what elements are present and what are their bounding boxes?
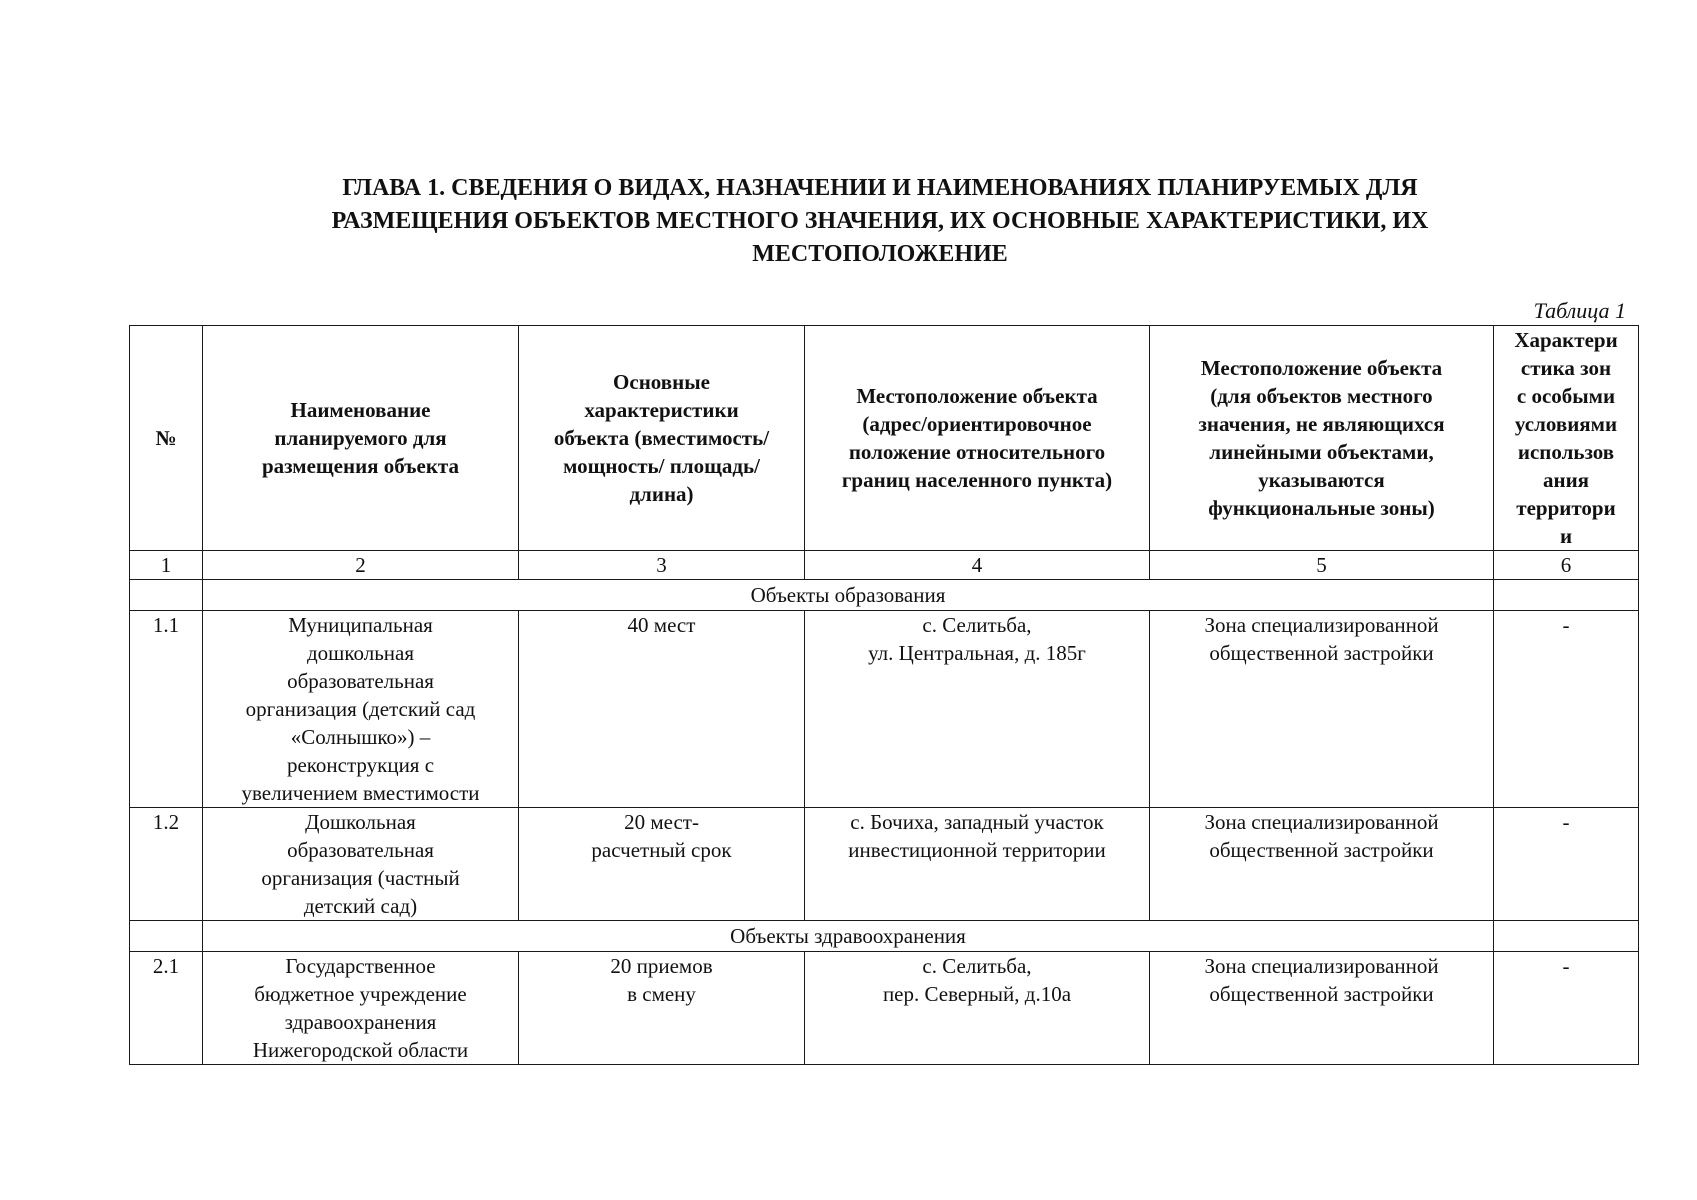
header-characteristics-line: объекта (вместимость/ [553,426,770,450]
object-zone-line: общественной застройки [1209,838,1434,862]
object-capacity-line: 20 приемов [610,954,713,978]
object-name-line: образовательная [287,838,434,862]
object-location [805,952,1150,1065]
header-characteristics-line: мощность/ площадь/ [563,454,760,478]
object-capacity [519,952,805,1065]
column-number-row [130,551,1639,580]
header-zone-line: указываются [1258,468,1385,492]
object-name-line: организация (частный [261,866,460,890]
object-name-line: «Солнышко») – [290,725,431,749]
chapter-title [140,172,1620,271]
header-zone [1150,326,1494,551]
section-empty-cell [1494,921,1639,952]
header-zone-line: Местоположение объекта [1200,356,1443,380]
object-name-line: бюджетное учреждение [254,982,467,1006]
object-capacity-line: в смену [627,982,696,1006]
header-special-line: и [1559,524,1573,548]
object-zone [1150,808,1494,921]
row-number: 2.1 [130,952,203,1065]
table-row [130,952,1639,1065]
object-name [203,808,519,921]
objects-table [129,325,1639,1065]
header-number: № [130,326,203,551]
object-special-zone: - [1494,611,1639,808]
header-special-line: территори [1516,496,1616,520]
object-location [805,611,1150,808]
object-zone-line: Зона специализированной [1204,810,1439,834]
table-header-row [130,326,1639,551]
header-characteristics-line: характеристики [584,398,739,422]
header-location-line: положение относительного [848,440,1106,464]
object-name [203,952,519,1065]
header-characteristics [519,326,805,551]
object-location-line: с. Бочиха, западный участок [850,810,1104,834]
object-name-line: Муниципальная [288,613,433,637]
object-capacity-line: 40 мест [627,613,696,637]
column-number: 3 [519,551,805,580]
object-name-line: увеличением вместимости [241,781,480,805]
header-special-zones [1494,326,1639,551]
section-empty-cell [130,580,203,611]
header-location-line: (адрес/ориентировочное [862,412,1092,436]
object-location-line: пер. Северный, д.10а [882,982,1072,1006]
object-zone-line: общественной застройки [1209,982,1434,1006]
header-zone-line: функциональные зоны) [1208,496,1435,520]
object-name-line: Нижегородской области [252,1038,469,1062]
row-number: 1.2 [130,808,203,921]
section-title-health: Объекты здравоохранения [203,921,1494,952]
object-name-line: образовательная [287,669,434,693]
object-capacity [519,611,805,808]
object-capacity-line: 20 мест- [624,810,699,834]
object-special-zone: - [1494,808,1639,921]
header-special-line: стика зон [1520,356,1612,380]
object-name-line: организация (детский сад [245,697,476,721]
object-zone [1150,952,1494,1065]
row-number: 1.1 [130,611,203,808]
object-name-line: Дошкольная [305,810,416,834]
header-zone-line: значения, не являющихся [1198,412,1445,436]
header-special-line: использов [1517,440,1615,464]
object-name-line: реконструкция с [286,753,435,777]
header-location-line: границ населенного пункта) [841,468,1113,492]
object-name-line: дошкольная [307,641,414,665]
object-location-line: с. Селитьба, [922,613,1032,637]
column-number: 2 [203,551,519,580]
object-location-line: с. Селитьба, [922,954,1032,978]
header-characteristics-line: Основные [613,370,710,394]
object-name-line: детский сад) [303,894,418,918]
header-location [805,326,1150,551]
section-empty-cell [1494,580,1639,611]
object-location [805,808,1150,921]
object-name-line: здравоохранения [284,1010,437,1034]
section-empty-cell [130,921,203,952]
header-special-line: с особыми [1516,384,1616,408]
header-special-line: ания [1542,468,1590,492]
table-row [130,808,1639,921]
table-caption: Таблица 1 [1533,298,1626,323]
chapter-title-line-1: ГЛАВА 1. СВЕДЕНИЯ О ВИДАХ, НАЗНАЧЕНИИ И НАИМЕНОВАНИЯХ ПЛАНИРУЕМЫХ ДЛЯ [342,175,1418,201]
section-row-health [130,921,1639,952]
column-number: 4 [805,551,1150,580]
column-number: 5 [1150,551,1494,580]
column-number: 1 [130,551,203,580]
header-name-line: Наименование [290,398,431,422]
chapter-title-line-2: РАЗМЕЩЕНИЯ ОБЪЕКТОВ МЕСТНОГО ЗНАЧЕНИЯ, ИХ ОСНОВНЫЕ ХАРАКТЕРИСТИКИ, ИХ [331,208,1429,234]
object-name [203,611,519,808]
column-number: 6 [1494,551,1639,580]
header-zone-line: линейными объектами, [1209,440,1434,464]
header-special-line: условиями [1514,412,1618,436]
object-location-line: инвестиционной территории [848,838,1106,862]
object-zone [1150,611,1494,808]
header-special-line: Характери [1514,328,1618,352]
object-special-zone: - [1494,952,1639,1065]
section-row-education [130,580,1639,611]
object-zone-line: Зона специализированной [1204,613,1439,637]
header-name-line: размещения объекта [261,454,460,478]
object-location-line: ул. Центральная, д. 185г [868,641,1086,665]
header-zone-line: (для объектов местного [1210,384,1433,408]
header-name-line: планируемого для [274,426,447,450]
object-capacity-line: расчетный срок [591,838,732,862]
object-name-line: Государственное [285,954,436,978]
object-zone-line: Зона специализированной [1204,954,1439,978]
object-capacity [519,808,805,921]
chapter-title-line-3: МЕСТОПОЛОЖЕНИЕ [752,241,1008,267]
header-name [203,326,519,551]
object-zone-line: общественной застройки [1209,641,1434,665]
table-row [130,611,1639,808]
header-characteristics-line: длина) [629,482,694,506]
section-title-education: Объекты образования [203,580,1494,611]
header-location-line: Местоположение объекта [856,384,1098,408]
